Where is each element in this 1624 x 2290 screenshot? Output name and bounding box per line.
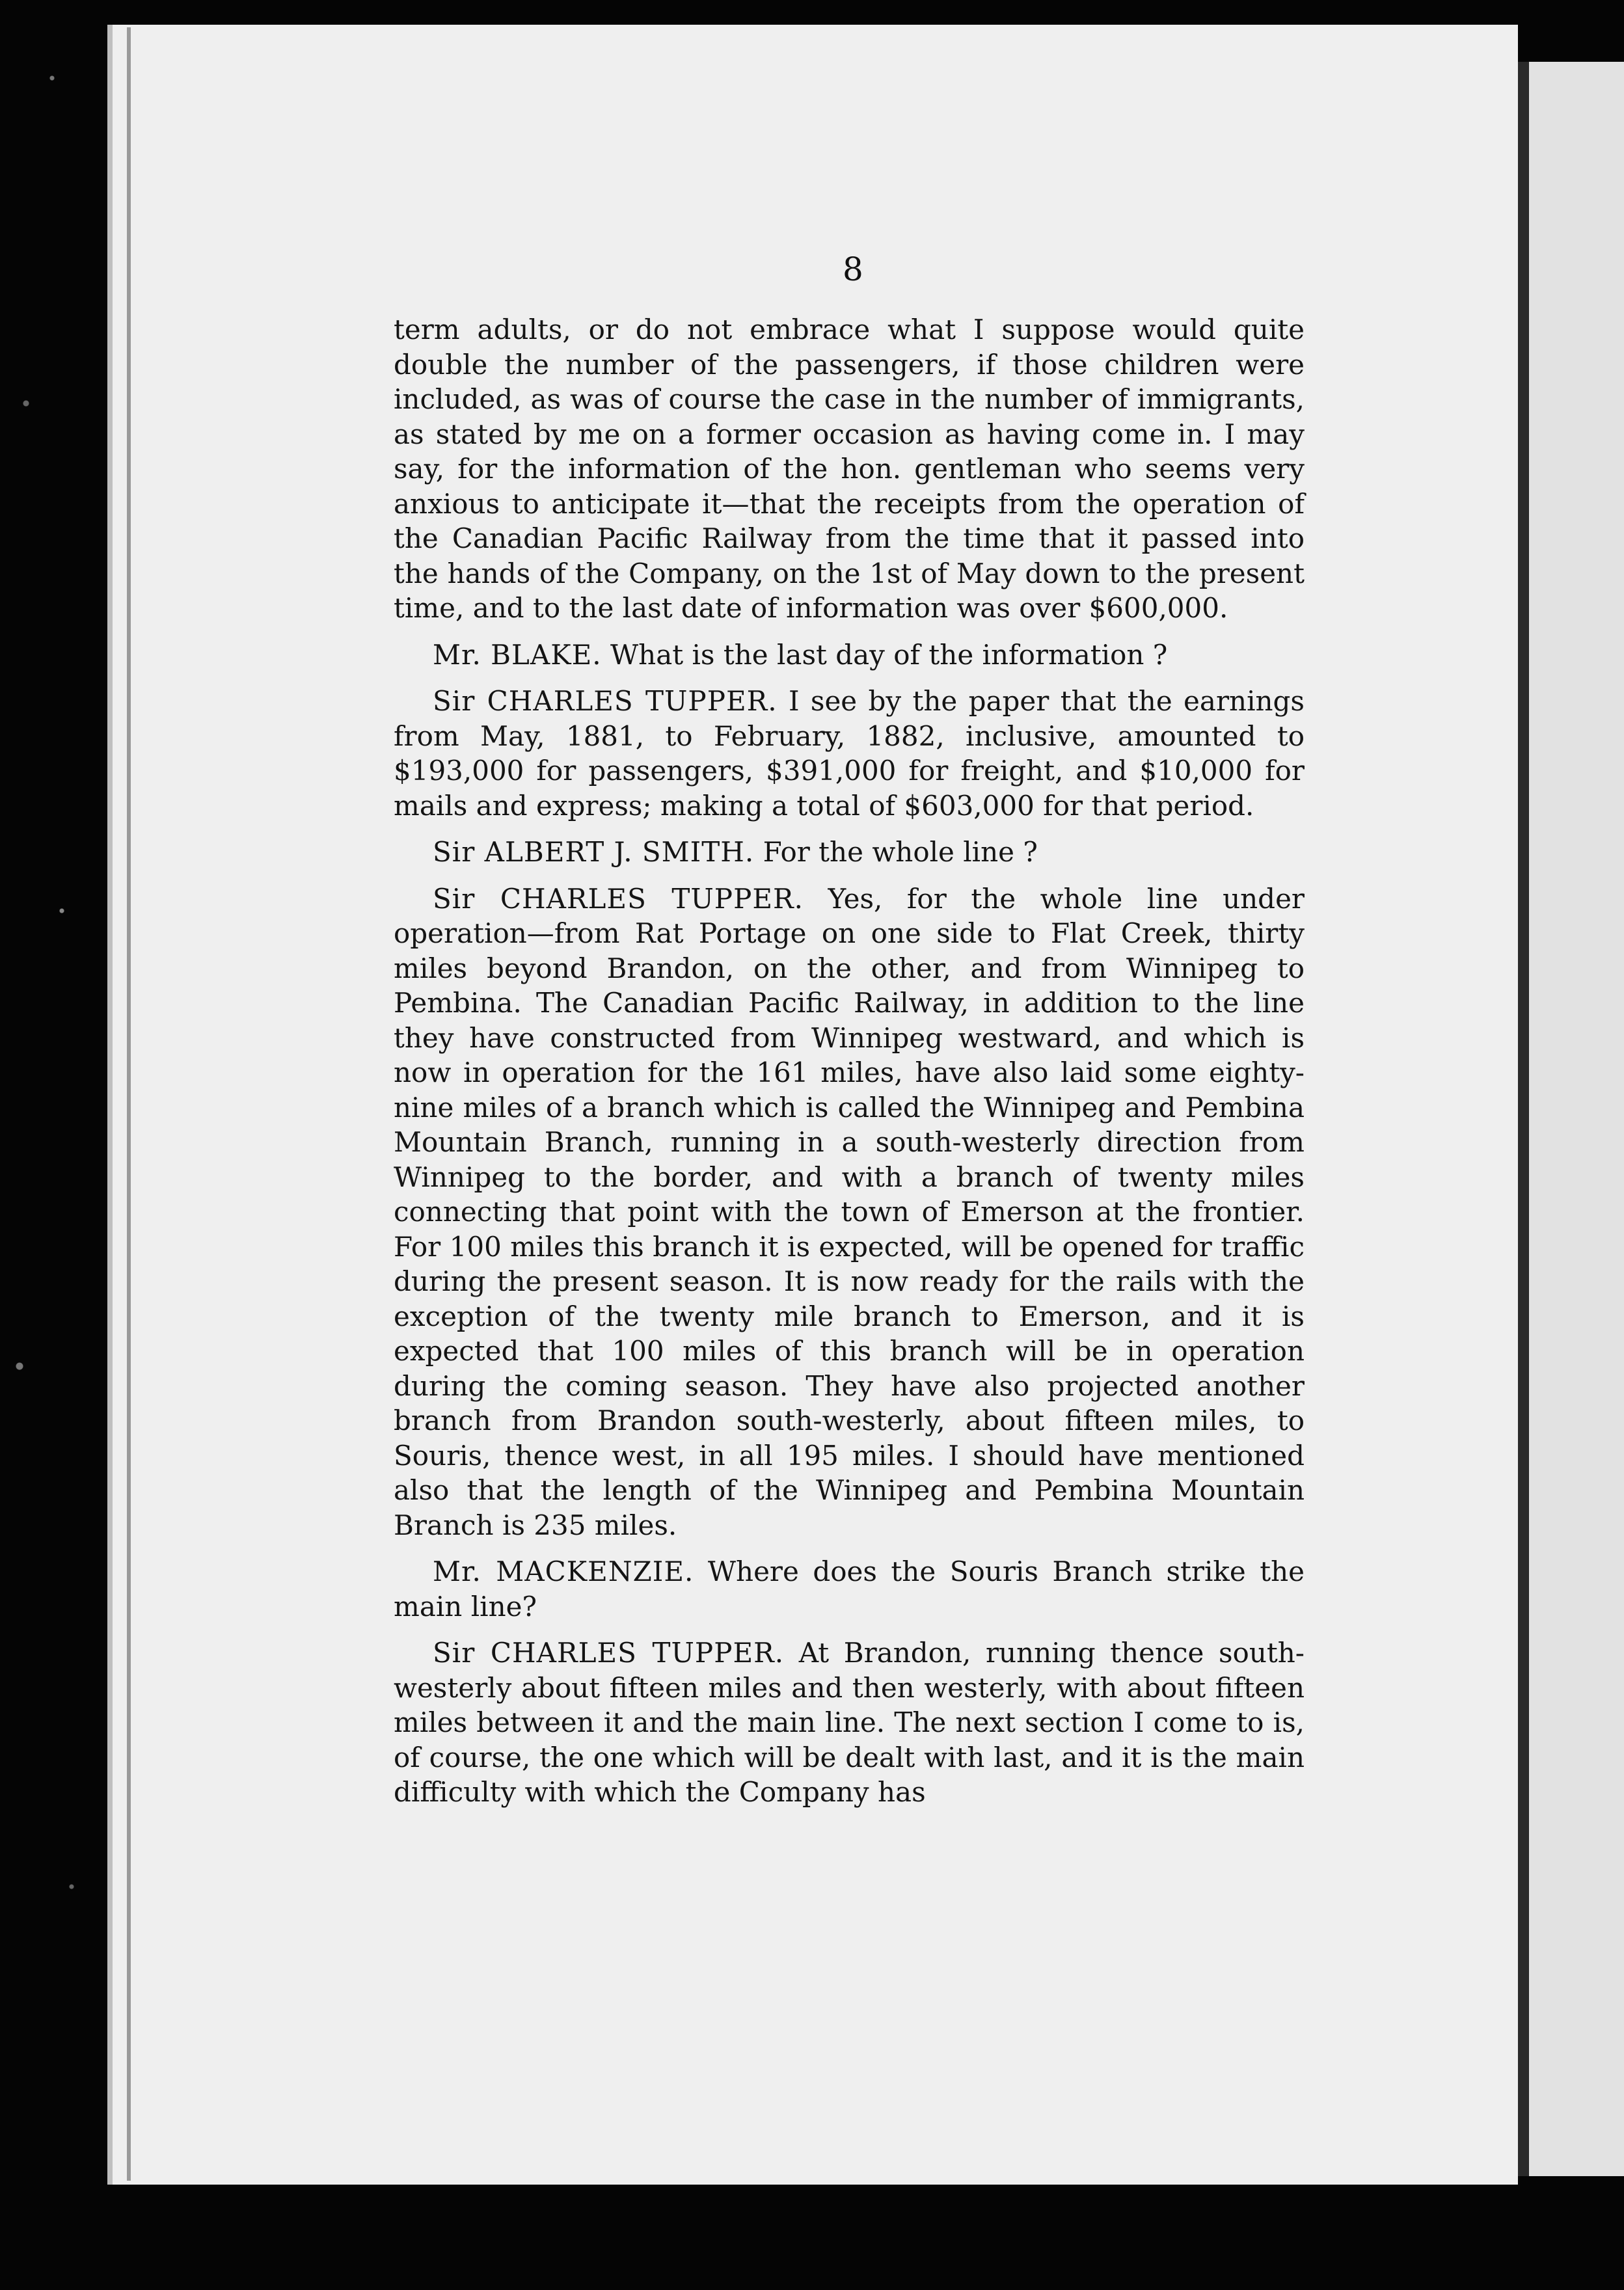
speaker-name: Sir CHARLES TUPPER. bbox=[433, 685, 778, 717]
paragraph-text: What is the last day of the information ? bbox=[610, 638, 1168, 671]
page-number: 8 bbox=[843, 250, 863, 288]
speaker-name: Mr. BLAKE. bbox=[433, 638, 602, 671]
paragraph-tupper-earnings bbox=[394, 684, 1305, 823]
paragraph-tupper-brandon bbox=[394, 1636, 1305, 1810]
body-text bbox=[394, 312, 1305, 1822]
paragraph-text: For the whole line ? bbox=[763, 836, 1038, 868]
paragraph-blake bbox=[394, 638, 1305, 673]
speaker-name: Sir ALBERT J. SMITH. bbox=[433, 836, 755, 868]
paragraph-text: I see by the paper that the earnings from May, 1881, to February, 1882, inclusive, amounted to $193,000 for passengers, $391,000 for freight, and $10,000 for mails and express; making a total of $603,000 for that period. bbox=[394, 685, 1305, 822]
paragraph-text: At Brandon, running thence south-westerly about fifteen miles and then westerly, with about fifteen miles between it and the main line. The next section I come to is, of course, the one which will be dealt with last, and it is the main difficulty with which the Company has bbox=[394, 1637, 1305, 1808]
facing-page-edge bbox=[1529, 62, 1624, 2176]
paragraph-tupper-line bbox=[394, 882, 1305, 1543]
paragraph-mackenzie bbox=[394, 1554, 1305, 1624]
speaker-name: Sir CHARLES TUPPER. bbox=[433, 1637, 785, 1669]
page-edge-line bbox=[127, 27, 131, 2181]
speaker-name: Sir CHARLES TUPPER. bbox=[433, 882, 804, 915]
paragraph-continuation bbox=[394, 312, 1305, 626]
paragraph-smith bbox=[394, 835, 1305, 870]
paragraph-text: term adults, or do not embrace what I suppose would quite double the number of the passengers, if those children were included, as was of course the case in the number of immigrants, as stated by me on a former occasion as having come in. I may say, for the information of the hon. gentleman who seems very anxious to anticipate it—that the receipts from the operation of the Canadian Pacific Railway from the time that it passed into the hands of the Company, on the 1st of May down to the present time, and to the last date of information was over $600,000. bbox=[394, 314, 1305, 624]
paragraph-text: Yes, for the whole line under operation—from Rat Portage on one side to Flat Creek, thirty miles beyond Brandon, on the other, and from Winnipeg to Pembina. The Canadian Pacific Railway, in addition to the line they have constructed from Winnipeg westward, and which is now in operation for the 161 miles, have also laid some eighty-nine miles of a branch which is called the Winnipeg and Pembina Mountain Branch, running in a south-westerly direction from Winnipeg to the border, and with a branch of twenty miles connecting that point with the town of Emerson at the frontier. For 100 miles this branch it is expected, will be opened for traffic during the present season. It is now ready for the rails with the exception of the twenty mile branch to Emerson, and it is expected that 100 miles of this branch will be in operation during the coming season. They have also projected another branch from Brandon south-westerly, about fifteen miles, to Souris, thence west, in all 195 miles. I should have mentioned also that the length of the Winnipeg and Pembina Mountain Branch is 235 miles. bbox=[394, 882, 1305, 1541]
paragraph-text: Where does the Souris Branch strike the main line? bbox=[394, 1556, 1305, 1623]
speaker-name: Mr. MACKENZIE. bbox=[433, 1556, 694, 1587]
